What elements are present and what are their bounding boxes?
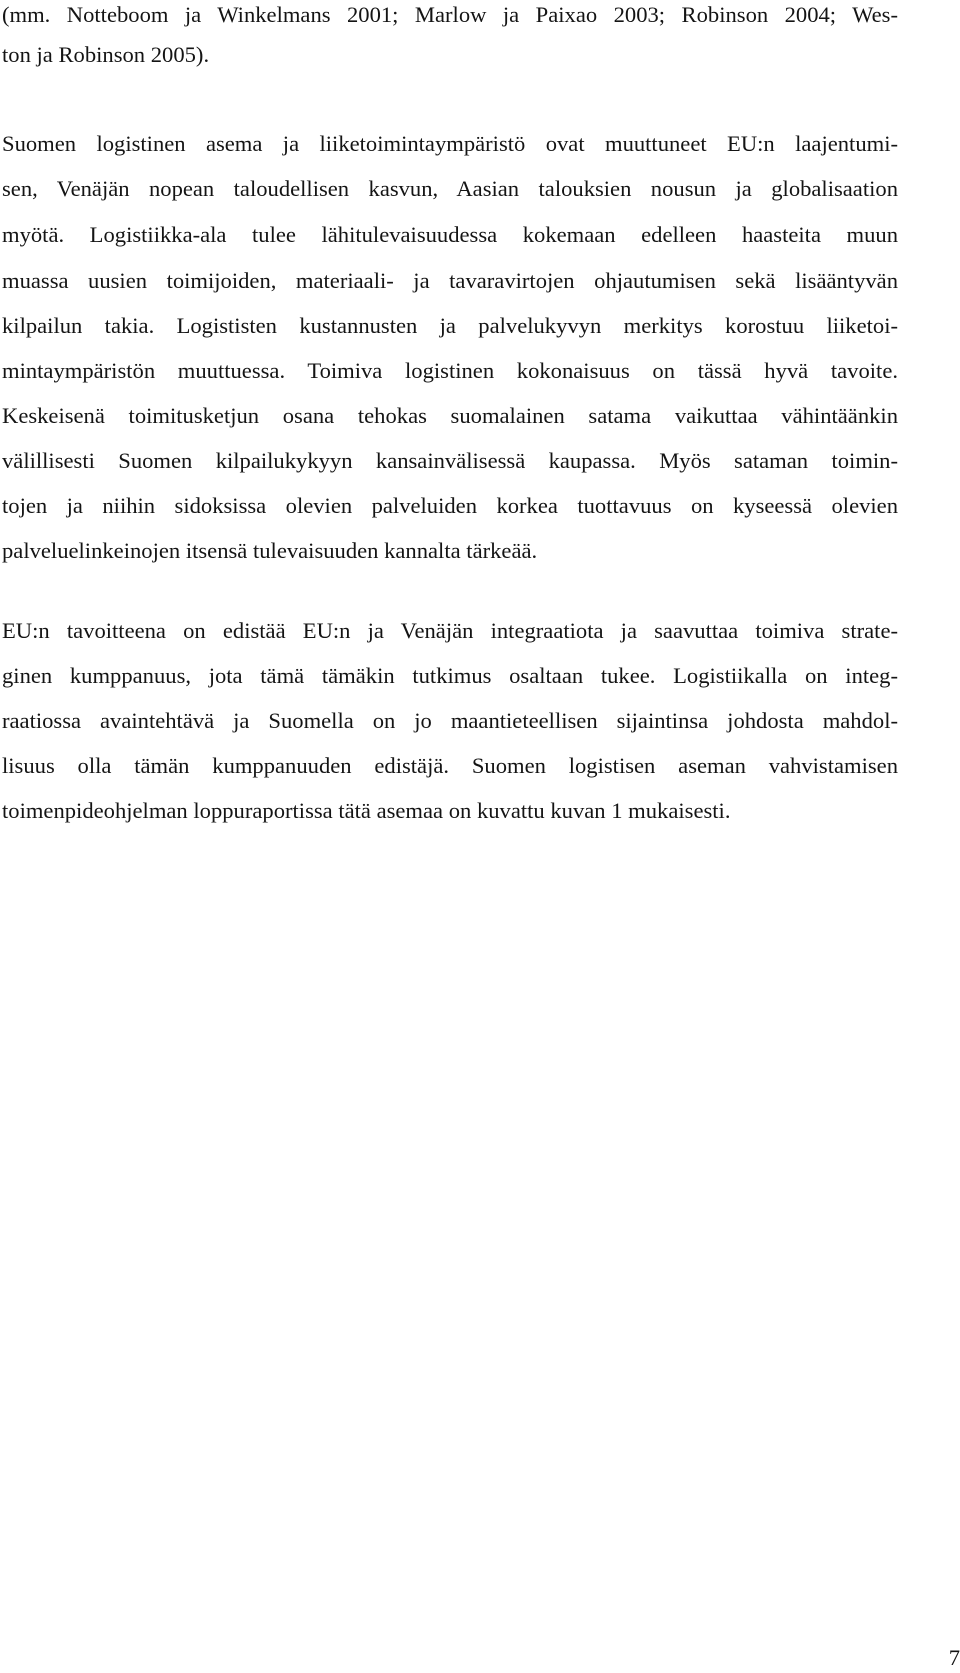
paragraph-2-line-5: kilpailun takia. Logististen kustannusten ja palvelukyvyn merkitys korostuu liiketoi-	[2, 313, 898, 338]
paragraph-2-line-7: Keskeisenä toimitusketjun osana tehokas suomalainen satama vaikuttaa vähintäänkin	[2, 403, 898, 428]
page-number: 7	[948, 1645, 960, 1670]
paragraph-2-line-1: Suomen logistinen asema ja liiketoimintaympäristö ovat muuttuneet EU:n laajentumi-	[2, 131, 898, 156]
paragraph-3-line-2: ginen kumppanuus, jota tämä tämäkin tutkimus osaltaan tukee. Logistiikalla on integ-	[2, 663, 898, 688]
paragraph-2-line-8: välillisesti Suomen kilpailukykyyn kansainvälisessä kaupassa. Myös sataman toimin-	[2, 448, 898, 473]
paragraph-3-line-5: toimenpideohjelman loppuraportissa tätä asemaa on kuvattu kuvan 1 mukaisesti.	[2, 798, 731, 823]
paragraph-2-line-2: sen, Venäjän nopean taloudellisen kasvun, Aasian talouksien nousun ja globalisaation	[2, 176, 898, 201]
paragraph-1-line-1: (mm. Notteboom ja Winkelmans 2001; Marlow ja Paixao 2003; Robinson 2004; Wes-	[2, 2, 898, 27]
paragraph-3-line-3: raatiossa avaintehtävä ja Suomella on jo maantieteellisen sijaintinsa johdosta mahdol-	[2, 708, 898, 733]
paragraph-2-line-3: myötä. Logistiikka-ala tulee lähitulevaisuudessa kokemaan edelleen haasteita muun	[2, 222, 898, 247]
paragraph-1-line-2: ton ja Robinson 2005).	[2, 42, 210, 67]
paragraph-3-line-4: lisuus olla tämän kumppanuuden edistäjä. Suomen logistisen aseman vahvistamisen	[2, 753, 898, 778]
paragraph-2-line-10: palveluelinkeinojen itsensä tulevaisuuden kannalta tärkeää.	[2, 538, 538, 563]
paragraph-2-line-9: tojen ja niihin sidoksissa olevien palveluiden korkea tuottavuus on kyseessä olevien	[2, 493, 898, 518]
paragraph-3-line-1: EU:n tavoitteena on edistää EU:n ja Venäjän integraatiota ja saavuttaa toimiva strate-	[2, 618, 898, 643]
paragraph-2-line-4: muassa uusien toimijoiden, materiaali- ja tavaravirtojen ohjautumisen sekä lisääntyvän	[2, 268, 898, 293]
paragraph-2-line-6: mintaympäristön muuttuessa. Toimiva logistinen kokonaisuus on tässä hyvä tavoite.	[2, 358, 898, 383]
